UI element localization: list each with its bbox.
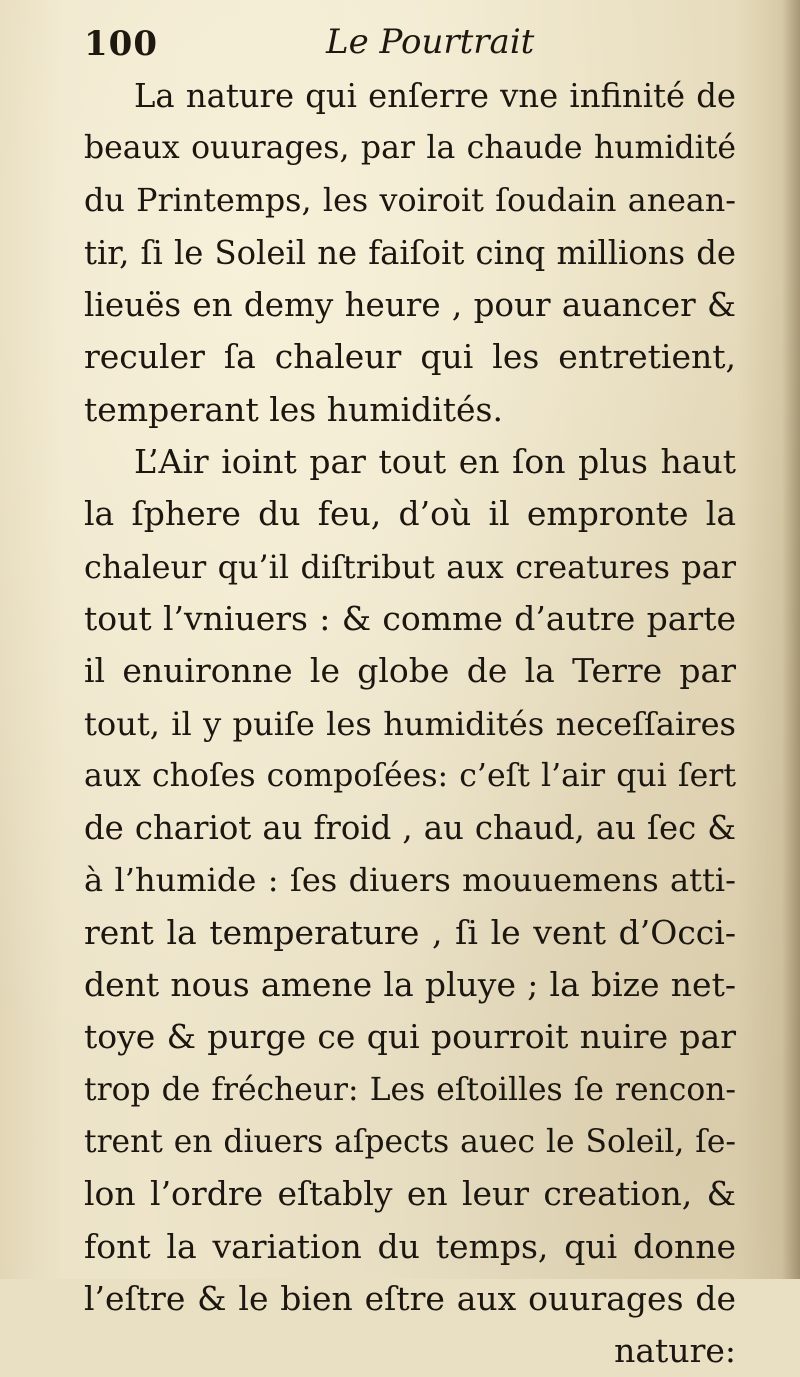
body-text [84, 70, 736, 1377]
text-line: dent nous amene la pluye ; la bize net- [84, 965, 736, 1005]
text-line: de chariot au froid , au chaud, au ſec & [84, 809, 736, 848]
text-line: reculer ſa chaleur qui les entretient, [84, 337, 736, 377]
text-line: du Printemps, les voiroit ſoudain anean- [84, 182, 736, 219]
text-line: L’Air ioint par tout en ſon plus haut [134, 442, 736, 482]
text-line: trent en diuers aſpects auec le Soleil, ſe- [84, 1123, 736, 1160]
text-line: toye & purge ce qui pourroit nuire par [84, 1017, 736, 1057]
text-line: lieuës en demy heure , pour auancer & [84, 286, 736, 325]
running-title: Le Pourtrait [326, 22, 535, 62]
text-line: à l’humide : ſes diuers mouuemens atti- [84, 861, 736, 900]
page-edge-shadow [782, 0, 800, 1279]
text-line: aux choſes compoſées: c’eſt l’air qui ſert [84, 757, 736, 794]
page-header [84, 18, 734, 68]
text-line: il enuironne le globe de la Terre par [84, 651, 736, 691]
text-line: font la variation du temps, qui donne [84, 1226, 736, 1266]
text-line: la ſphere du feu, d’où il empronte la [84, 494, 736, 534]
catchword: nature: [614, 1331, 736, 1371]
text-line: chaleur qu’il diſtribut aux creatures par [84, 547, 736, 586]
text-line: beaux ouurages, par la chaude humidité [84, 130, 736, 167]
page-number: 100 [84, 24, 158, 64]
text-line: lon l’ordre eſtably en leur creation, & [84, 1174, 736, 1214]
text-line: temperant les humidités. [84, 389, 503, 429]
text-line: La nature qui enſerre vne infinité de [134, 77, 736, 115]
text-line: trop de frécheur: Les eſtoilles ſe rencon- [84, 1071, 736, 1108]
text-line: l’eſtre & le bien eſtre aux ouurages de [84, 1278, 736, 1318]
text-line: tir, ſi le Soleil ne faiſoit cinq millions de [84, 233, 736, 272]
text-line: rent la temperature , ſi le vent d’Occi- [84, 912, 736, 952]
text-line: tout, il y puiſe les humidités neceſſaires [84, 704, 736, 743]
text-line: tout l’vniuers : & comme d’autre parte [84, 598, 736, 638]
